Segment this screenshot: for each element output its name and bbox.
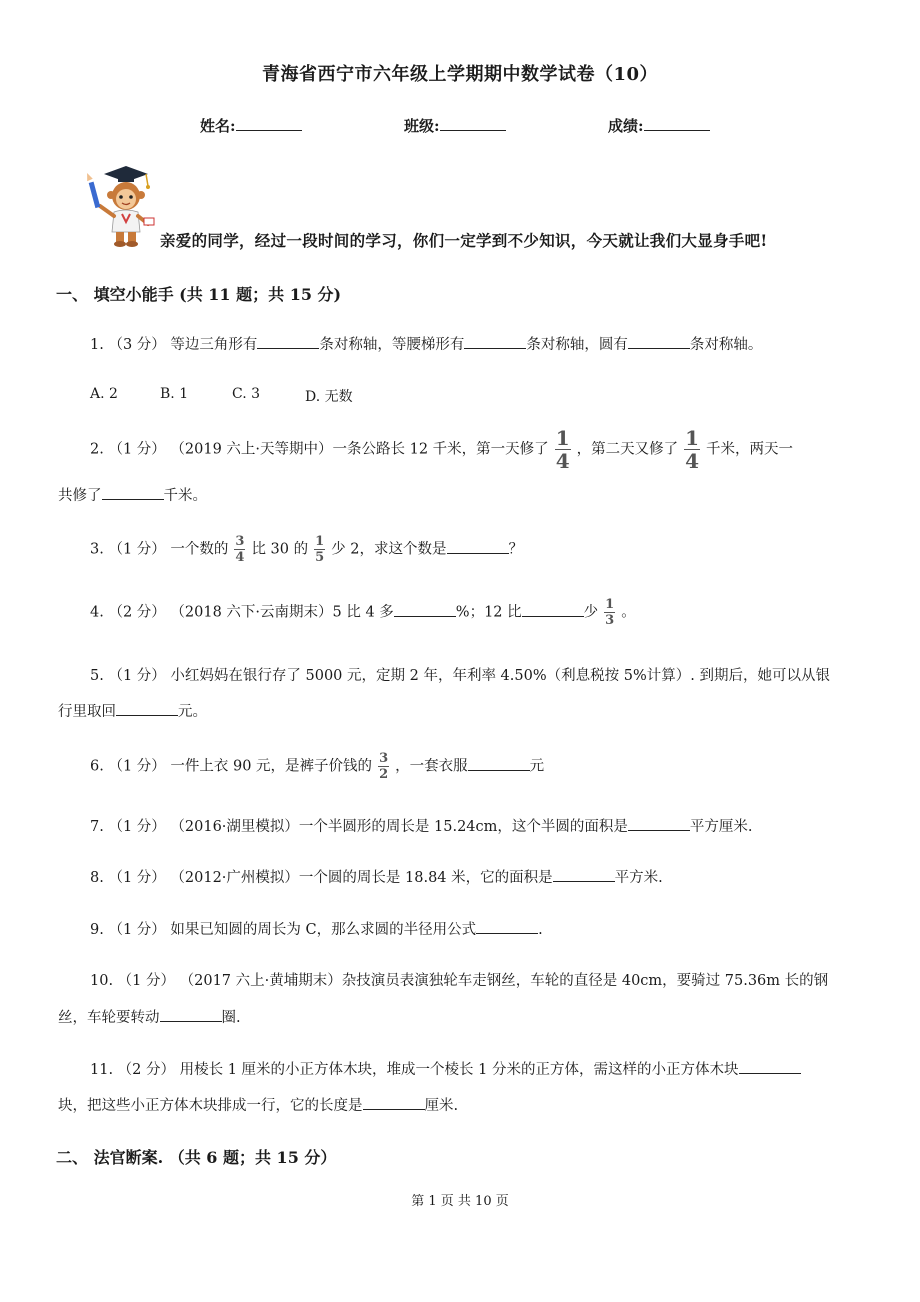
- score-label: 成绩:: [608, 117, 644, 135]
- question-3-text-b: 比 30 的: [251, 541, 309, 558]
- question-4-text-a: 4. （2 分） （2018 六下·云南期末）5 比 4 多: [90, 604, 394, 621]
- question-3-text-d: ？: [508, 541, 523, 558]
- question-1-option-d[interactable]: D. 无数: [305, 389, 353, 405]
- question-8-blank[interactable]: [553, 867, 615, 882]
- question-1: [90, 333, 762, 354]
- question-10-line-2: [58, 1006, 241, 1027]
- mascot-illustration: [84, 162, 156, 248]
- question-2-line2-a: 共修了: [58, 488, 102, 504]
- greeting-text: 亲爱的同学，经过一段时间的学习，你们一定学到不少知识，今天就让我们大显身手吧!: [160, 231, 768, 250]
- class-blank[interactable]: [440, 116, 506, 131]
- question-4-blank-2[interactable]: [522, 602, 584, 617]
- question-10: 10. （1 分） （2017 六上·黄埔期末）杂技演员表演独轮车走钢丝，车轮的直径是 40cm，要骑过 75.36m 长的钢: [90, 973, 829, 989]
- question-4-text-b: %；12 比: [455, 604, 522, 621]
- question-2-text-c: 千米，两天一: [706, 441, 794, 458]
- question-7: [90, 815, 753, 836]
- question-8: [90, 866, 663, 887]
- fraction: $\frac{1}{5}$: [315, 534, 325, 565]
- question-7-blank[interactable]: [628, 816, 690, 831]
- question-9: [90, 918, 543, 939]
- score-field[interactable]: [608, 115, 710, 136]
- question-11-line-2: [58, 1094, 458, 1115]
- question-11-line2-b: 厘米.: [424, 1098, 459, 1114]
- question-10-line2-a: 丝，车轮要转动: [58, 1010, 160, 1026]
- question-6-text-c: 元: [529, 758, 545, 775]
- page-title: 青海省西宁市六年级上学期期中数学试卷（10）: [261, 64, 659, 85]
- fraction: $\frac{3}{4}$: [235, 534, 245, 565]
- page-footer: 第 1 页 共 10 页: [411, 1194, 509, 1209]
- question-6-blank[interactable]: [468, 756, 530, 771]
- question-2-line-2: [58, 484, 207, 505]
- name-field[interactable]: [200, 115, 302, 136]
- question-5-line2-b: 元。: [178, 704, 207, 720]
- question-2-line2-b: 千米。: [163, 488, 207, 504]
- question-11-line2-a: 块，把这些小正方体木块排成一行，它的长度是: [58, 1098, 363, 1114]
- question-1-blank-1[interactable]: [257, 334, 319, 349]
- question-1-text-c: 条对称轴，圆有: [526, 337, 628, 353]
- question-1-blank-2[interactable]: [464, 334, 526, 349]
- question-3-text-c: 少 2，求这个数是: [331, 541, 447, 558]
- question-11: [90, 1058, 801, 1079]
- fraction: $\frac{1}{4}$: [685, 426, 700, 473]
- fraction: $\frac{1}{3}$: [605, 597, 615, 628]
- question-7-text-b: 平方厘米.: [689, 819, 753, 835]
- question-9-text-a: 9. （1 分） 如果已知圆的周长为 C，那么求圆的半径用公式: [90, 922, 477, 938]
- score-blank[interactable]: [644, 116, 710, 131]
- question-11-line1: 11. （2 分） 用棱长 1 厘米的小正方体木块，堆成一个棱长 1 分米的正方体，需这样的小正方体木块: [90, 1062, 739, 1078]
- question-11-blank-1[interactable]: [739, 1059, 801, 1074]
- question-9-text-b: .: [538, 922, 543, 938]
- question-1-text-b: 条对称轴，等腰梯形有: [319, 337, 465, 353]
- question-3: [90, 535, 523, 564]
- question-7-text-a: 7. （1 分） （2016·湖里模拟）一个半圆形的周长是 15.24cm，这个半圆的面积是: [90, 819, 628, 835]
- question-1-text-d: 条对称轴。: [689, 337, 763, 353]
- question-1-option-b[interactable]: B. 1: [160, 386, 189, 402]
- question-10-line2-b: 圈.: [221, 1010, 241, 1026]
- question-1-option-a[interactable]: A. 2: [90, 386, 118, 402]
- fraction: $\frac{3}{2}$: [379, 751, 389, 782]
- question-1-blank-3[interactable]: [628, 334, 690, 349]
- question-2-text-b: ，第二天又修了: [576, 441, 679, 458]
- question-6-text-a: 6. （1 分） 一件上衣 90 元，是裤子价钱的: [90, 758, 373, 775]
- question-11-blank-2[interactable]: [363, 1095, 425, 1110]
- question-2-blank[interactable]: [102, 485, 164, 500]
- question-5-line-2: [58, 700, 207, 721]
- fraction: $\frac{1}{4}$: [555, 426, 570, 473]
- question-6-text-b: ，一套衣服: [395, 758, 468, 775]
- question-2-text-a: 2. （1 分） （2019 六上·天等期中）一条公路长 12 千米，第一天修了: [90, 441, 549, 458]
- question-4: [90, 598, 636, 627]
- question-3-blank[interactable]: [447, 539, 509, 554]
- question-1-text-a: 1. （3 分） 等边三角形有: [90, 337, 258, 353]
- question-4-text-d: 。: [621, 604, 636, 621]
- question-5-line2-a: 行里取回: [58, 704, 116, 720]
- question-1-option-c[interactable]: C. 3: [232, 386, 261, 402]
- name-label: 姓名:: [200, 117, 236, 135]
- section-2-heading: 二、 法官断案. （共 6 题；共 15 分）: [56, 1148, 337, 1167]
- class-field[interactable]: [404, 115, 506, 136]
- question-4-text-c: 少: [583, 604, 599, 621]
- question-10-blank[interactable]: [160, 1007, 222, 1022]
- name-blank[interactable]: [236, 116, 302, 131]
- question-5: 5. （1 分） 小红妈妈在银行存了 5000 元，定期 2 年，年利率 4.50%（利息税按 5%计算）. 到期后，她可以从银: [90, 668, 830, 684]
- question-5-blank[interactable]: [116, 701, 178, 716]
- question-2: [90, 428, 793, 471]
- class-label: 班级:: [404, 117, 440, 135]
- question-9-blank[interactable]: [476, 919, 538, 934]
- question-6: [90, 752, 544, 781]
- question-8-text-a: 8. （1 分） （2012·广州模拟）一个圆的周长是 18.84 米，它的面积是: [90, 870, 553, 886]
- question-4-blank-1[interactable]: [394, 602, 456, 617]
- question-8-text-b: 平方米.: [614, 870, 663, 886]
- question-3-text-a: 3. （1 分） 一个数的: [90, 541, 229, 558]
- section-1-heading: 一、 填空小能手 (共 11 题；共 15 分): [56, 285, 342, 304]
